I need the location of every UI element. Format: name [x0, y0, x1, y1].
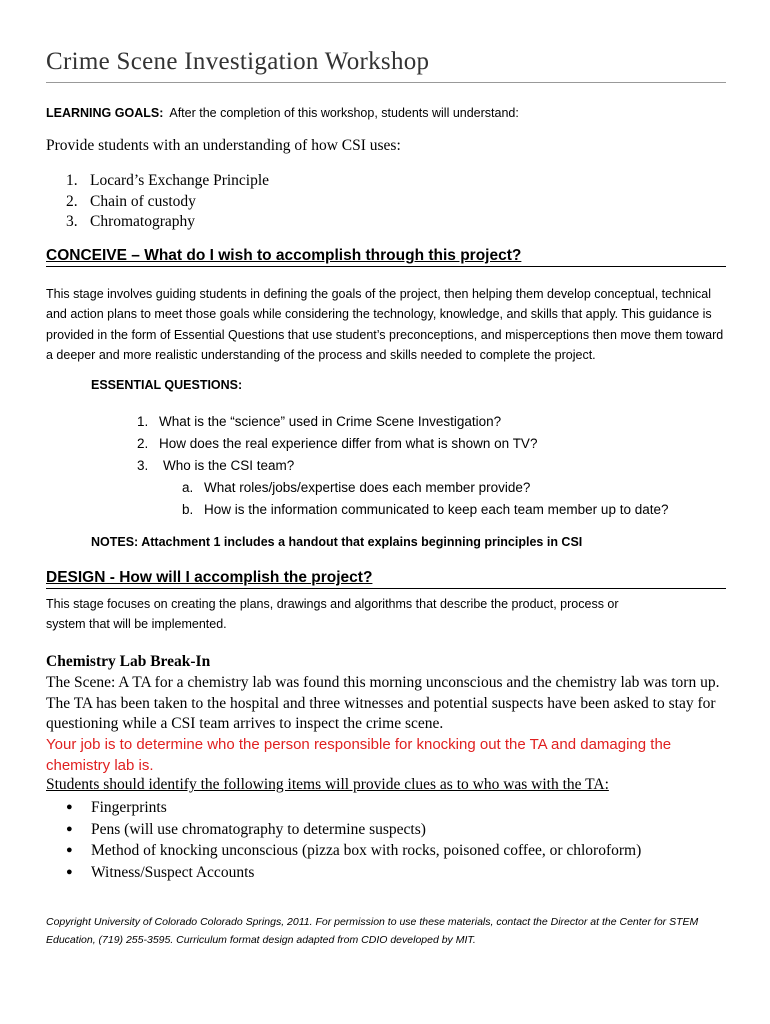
list-text: What is the “science” used in Crime Scene Investigation? [159, 414, 502, 429]
list-item [66, 819, 641, 841]
learning-goals-label: LEARNING GOALS: [46, 106, 164, 120]
copyright-notice: Copyright University of Colorado Colorado Springs, 2011. For permission to use these materials, contact the Director at the Center for STEM Education, (719) 255-3595. Curriculum format design adapted from CDIO developed by MIT. [46, 916, 699, 946]
intro-text: Provide students with an understanding of how CSI uses: [46, 137, 401, 154]
list-item [66, 171, 269, 192]
bullet-icon: ● [66, 844, 73, 857]
scene-description: The Scene: A TA for a chemistry lab was found this morning unconscious and the chemistry lab was torn up. The TA has been taken to the hospital and three witnesses and potential suspects have been asked to stay for questioning while a CSI team arrives to inspect the crime scene. [46, 674, 720, 733]
bullet-icon: ● [66, 801, 73, 813]
list-item [137, 455, 537, 477]
essential-questions-list [137, 411, 537, 477]
list-number: 3. [66, 213, 78, 230]
list-text: Method of knocking unconscious (pizza box with rocks, poisoned coffee, or chloroform) [91, 842, 642, 860]
list-letter: b. [182, 502, 194, 517]
list-item [66, 212, 269, 233]
learning-goals-text: After the completion of this workshop, students will understand: [169, 106, 519, 120]
list-text: How is the information communicated to keep each team member up to date? [204, 502, 669, 517]
conceive-description: This stage involves guiding students in defining the goals of the project, then helping them develop conceptual, technical and action plans to meet those goals while considering the technology, knowledge, and skills that apply. This guidance is provided in the form of Essential Questions that use student’s preconceptions, and misperceptions then move them toward a deeper and more realistic understanding of the process and skills needed to complete the project. [46, 287, 724, 362]
design-heading-text: DESIGN - How will I accomplish the project? [46, 569, 373, 586]
clues-list [66, 797, 641, 884]
list-text: Chain of custody [90, 192, 196, 210]
list-text: Locard’s Exchange Principle [90, 172, 270, 189]
list-number: 2. [137, 436, 149, 451]
list-item [137, 433, 537, 455]
list-item [182, 477, 669, 499]
csi-uses-list [66, 171, 269, 233]
list-text: How does the real experience differ from what is shown on TV? [159, 436, 538, 451]
essential-questions-sublist [182, 477, 669, 521]
bullet-icon: ● [66, 822, 73, 835]
list-item [137, 411, 537, 433]
learning-goals [46, 106, 519, 120]
lab-title: Chemistry Lab Break-In [46, 653, 211, 670]
design-heading [46, 569, 726, 589]
bullet-icon: ● [66, 866, 73, 879]
list-item [66, 862, 641, 884]
list-item [66, 797, 641, 819]
list-number: 2. [66, 192, 78, 210]
list-number: 1. [66, 172, 78, 189]
list-number: 1. [137, 414, 149, 429]
job-statement: Your job is to determine who the person responsible for knocking out the TA and damaging the chemistry lab is. [46, 736, 672, 774]
list-text: What roles/jobs/expertise does each member provide? [204, 480, 531, 495]
clues-lead: Students should identify the following items will provide clues as to who was with the TA: [46, 776, 609, 793]
list-item [66, 192, 269, 213]
list-letter: a. [182, 480, 194, 495]
list-text: Who is the CSI team? [163, 458, 295, 473]
list-text: Fingerprints [91, 799, 167, 816]
conceive-heading [46, 247, 726, 267]
list-item [182, 499, 669, 521]
title-divider [46, 82, 726, 83]
notes-text: NOTES: Attachment 1 includes a handout that explains beginning principles in CSI [91, 535, 583, 549]
document-title: Crime Scene Investigation Workshop [46, 48, 430, 75]
list-text: Chromatography [90, 213, 196, 230]
list-text: Witness/Suspect Accounts [91, 864, 255, 882]
conceive-heading-text: CONCEIVE – What do I wish to accomplish through this project? [46, 247, 522, 264]
essential-questions-label: ESSENTIAL QUESTIONS: [91, 378, 243, 392]
list-number: 3. [137, 458, 149, 473]
list-text: Pens (will use chromatography to determine suspects) [91, 820, 426, 838]
list-item [66, 840, 641, 862]
design-description: This stage focuses on creating the plans, drawings and algorithms that describe the product, process or system that will be implemented. [46, 597, 619, 632]
